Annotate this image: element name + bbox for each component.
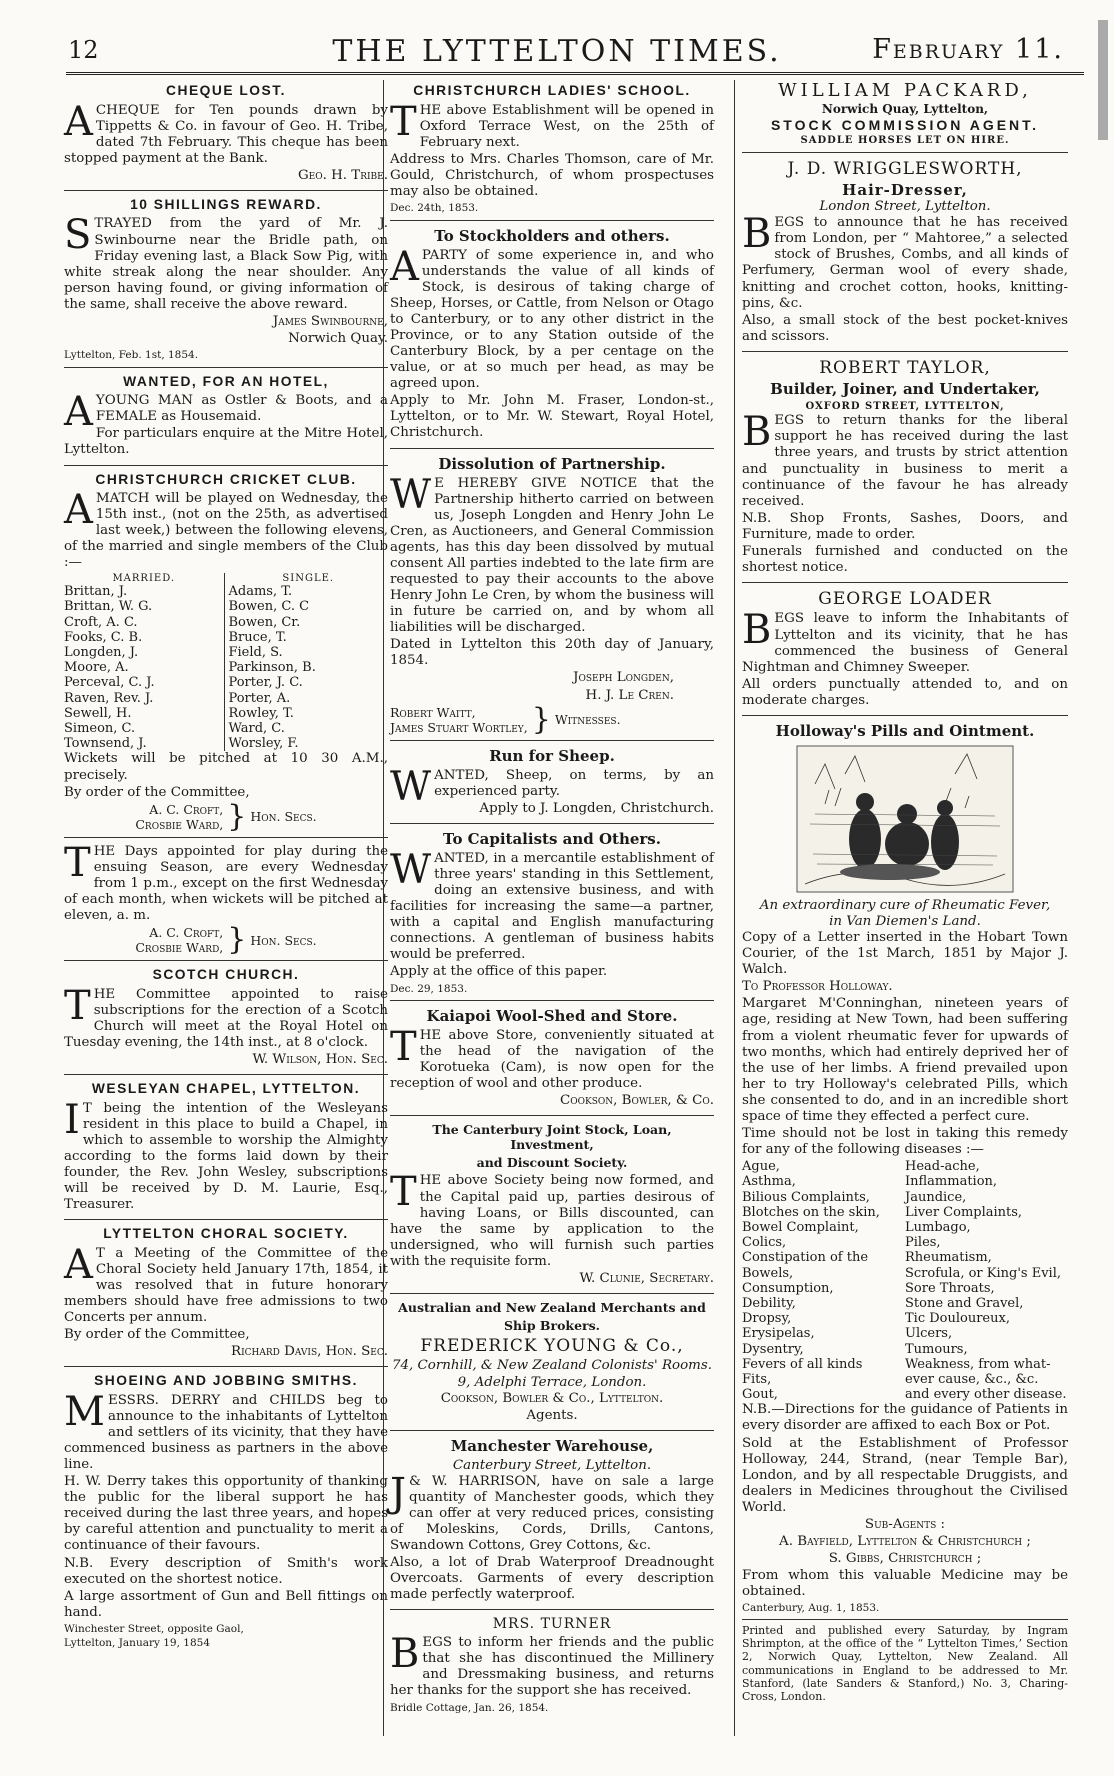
ad-body: Apply to Mr. John M. Fraser, London-st., Lyttelton, or to Mr. W. Stewart, Royal Hotel, Christchurch.: [390, 393, 714, 441]
ad-body: HE Committee appointed to raise subscriptions for the erection of a Scotch Church will meet at the Royal Hotel on Tuesday evening, the 14th inst., at 8 o'clock.: [64, 986, 388, 1050]
ad-run-for-sheep: [390, 747, 714, 824]
ad-body: A large assortment of Gun and Bell fittings on hand.: [64, 1588, 388, 1620]
firm-address: 74, Cornhill, & New Zealand Colonists' Rooms.: [392, 1358, 712, 1374]
witnesses: [390, 701, 714, 737]
ad-subheading: Builder, Joiner, and Undertaker,: [770, 380, 1040, 399]
ad-body: T being the intention of the Wesleyans resident in this place to build a Chapel, in which to assemble to worship the Almighty according to the forms laid down by their founder, the Rev. John Wesley, subscriptions will be received by D. M. Laurie, Esq., Treasurer.: [64, 1100, 388, 1212]
ad-heading: CHEQUE LOST.: [166, 83, 286, 98]
disease-item: Scrofula, or King's Evil,: [905, 1265, 1061, 1281]
drop-cap: J: [390, 1469, 407, 1516]
ad-body: Dated in Lyttelton this 20th day of January, 1854.: [390, 637, 714, 669]
disease-item: Rheumatism,: [905, 1250, 992, 1266]
ad-play-days: [64, 839, 388, 961]
ad-heading: SHOEING AND JOBBING SMITHS.: [94, 1373, 358, 1389]
disease-column: [742, 1159, 905, 1402]
ad-body: H. W. Derry takes this opportunity of thanking the public for the liberal support he has received during the last three years, and hopes by careful attention and punctuality to merit a continuance of their favours.: [64, 1474, 388, 1554]
drop-cap: T: [390, 98, 417, 145]
column-2: [390, 80, 714, 1725]
ad-cricket-club: [64, 472, 388, 838]
team-member: Fooks, C. B.: [64, 629, 143, 645]
married-list: [64, 584, 224, 751]
ad-body: Wickets will be pitched at 10 30 A.M., precisely.: [64, 751, 388, 783]
brace-glyph: }: [531, 701, 551, 737]
team-member: Porter, J. C.: [228, 675, 303, 691]
ad-body: Funerals furnished and conducted on the shortest notice.: [742, 543, 1068, 575]
ad-heading: GEORGE LOADER: [818, 589, 992, 610]
ad-note: SADDLE HORSES LET ON HIRE.: [800, 134, 1010, 146]
team-member: Moore, A.: [64, 660, 129, 676]
drop-cap: W: [390, 471, 432, 518]
ad-heading: Manchester Warehouse,: [450, 1436, 654, 1455]
disease-item: Asthma,: [742, 1174, 796, 1190]
agents: Cookson, Bowler & Co., Lyttelton.: [440, 1390, 664, 1406]
team-member: Worsley, F.: [228, 736, 299, 752]
ad-body: By order of the Committee,: [64, 784, 250, 800]
ad-role: STOCK COMMISSION AGENT.: [770, 116, 1040, 133]
ad-body: All orders punctually attended to, and on moderate charges.: [742, 676, 1068, 708]
ad-body: EGS leave to inform the Inhabitants of Lyttelton and its vicinity, that he has commenced the business of General Nightman and Chimney Sweeper.: [742, 611, 1068, 675]
ad-scotch-church: [64, 967, 388, 1075]
ad-body: HE above Store, conveniently situated at the head of the navigation of the Korotueka (Cam), is now open for the reception of wool and other produce.: [390, 1028, 714, 1092]
sub-agent: S. Gibbs, Christchurch ;: [828, 1551, 982, 1567]
firm-address: 9, Adelphi Terrace, London.: [457, 1374, 647, 1390]
ad-heading: Dissolution of Partnership.: [438, 454, 666, 473]
disease-item: Liver Complaints,: [905, 1204, 1023, 1220]
ad-heading: WILLIAM PACKARD,: [778, 80, 1032, 101]
column-rule: [734, 80, 735, 1736]
brace-glyph: }: [227, 922, 247, 958]
ad-body: & W. HARRISON, have on sale a large quantity of Manchester goods, which they can offer at very reduced prices, consisting of Moleskins, Cords, Drills, Cantons, Swandown Cottons, Grey Cottons, &c.: [390, 1473, 714, 1554]
ad-heading: WESLEYAN CHAPEL, LYTTELTON.: [91, 1080, 361, 1096]
ad-manchester-warehouse: [390, 1437, 714, 1611]
ad-smiths: [64, 1373, 388, 1655]
ad-kaiapoi-store: [390, 1007, 714, 1116]
ad-heading: Holloway's Pills and Ointment.: [775, 721, 1035, 740]
ad-body: From whom this valuable Medicine may be obtained.: [742, 1568, 1068, 1600]
drop-cap: B: [742, 211, 772, 258]
drop-cap: W: [390, 846, 432, 893]
team-member: Rowley, T.: [228, 705, 294, 721]
ad-mrs-turner: [390, 1616, 714, 1719]
column-3: [742, 80, 1068, 1714]
ad-body: To Professor Holloway.: [742, 979, 893, 995]
team-member: Longden, J.: [64, 645, 139, 660]
ad-body: E HEREBY GIVE NOTICE that the Partnership hitherto carried on between us, Joseph Longden and Henry John Le Cren, as Auctioneers, and General Commission agents, has this day been dissolved by mutual consent All parties indebted to the late firm are requested to pay their accounts to the above Henry John Le Cren, by whom the business will in future be carried on, and by whom all liabilities will be discharged.: [390, 475, 714, 636]
ad-heading: CHRISTCHURCH CRICKET CLUB.: [95, 471, 357, 487]
ad-date: Winchester Street, opposite Gaol,: [64, 1622, 244, 1635]
disease-item: Head-ache,: [905, 1159, 980, 1175]
ad-date: Lyttelton, January 19, 1854: [64, 1637, 211, 1650]
ad-body: Apply at the office of this paper.: [390, 964, 608, 980]
ad-choral-society: [64, 1226, 388, 1367]
ad-subheading: Norwich Quay, Lyttelton,: [821, 101, 989, 116]
ad-body: Also, a small stock of the best pocket-knives and scissors.: [742, 312, 1068, 344]
drop-cap: M: [64, 1388, 105, 1435]
ad-ladies-school: [390, 83, 714, 221]
team-member: Sewell, H.: [64, 705, 132, 721]
ad-heading: To Capitalists and Others.: [443, 829, 661, 848]
ad-capitalists: [390, 830, 714, 1001]
ad-canterbury-society: [390, 1122, 714, 1294]
ad-heading: SCOTCH CHURCH.: [152, 967, 300, 983]
ad-body: EGS to return thanks for the liberal support he has received during the last three years, and trusts by strict attention and punctuality in business to merit a continuance of the favour he has already received.: [742, 413, 1068, 509]
disease-item: Weakness, from what-: [905, 1356, 1051, 1372]
ad-george-loader: [742, 589, 1068, 716]
ad-holloway: [742, 722, 1068, 1708]
column-1: [64, 80, 388, 1661]
issue-date: February 11.: [872, 34, 1064, 65]
team-member: Ward, C.: [228, 721, 285, 737]
secretaries: [64, 798, 388, 834]
ad-signature-place: Norwich Quay.: [288, 331, 388, 347]
disease-item: Fits,: [742, 1372, 772, 1387]
secretary-title: Hon. Secs.: [250, 932, 317, 948]
disease-item: Gout,: [742, 1387, 778, 1403]
ad-body: Also, a lot of Drab Waterproof Dreadnought Overcoats. Garments of every description made perfectly waterproof.: [390, 1555, 714, 1603]
ad-packard: [742, 80, 1068, 153]
disease-item: Sore Throats,: [905, 1280, 995, 1296]
team-member: Townsend, J.: [64, 736, 147, 752]
illustration-caption: An extraordinary cure of Rheumatic Fever,: [759, 897, 1051, 913]
disease-item: Ulcers,: [905, 1326, 953, 1342]
ad-reward: [64, 197, 388, 368]
disease-item: Consumption,: [742, 1280, 834, 1296]
ad-hotel: [64, 374, 388, 466]
agents-label: Agents.: [526, 1407, 578, 1423]
team-member: Adams, T.: [228, 584, 293, 600]
ad-heading: MRS. TURNER: [492, 1616, 612, 1633]
brace-glyph: }: [227, 798, 247, 834]
ad-heading: J. D. WRIGGLESWORTH,: [787, 158, 1023, 179]
team-member: Parkinson, B.: [228, 660, 316, 676]
witness-name: Robert Waitt,: [390, 704, 476, 720]
ad-heading: WANTED, FOR AN HOTEL,: [123, 373, 329, 389]
ad-trade: Hair-Dresser,: [842, 181, 968, 200]
ad-body: EGS to inform her friends and the public that she has discontinued the Millinery and Dressmaking business, and returns her thanks for the support she has received.: [390, 1635, 714, 1699]
drop-cap: A: [390, 243, 419, 290]
ad-heading: LYTTELTON CHORAL SOCIETY.: [103, 1226, 349, 1242]
ad-heading: Australian and New Zealand Merchants and: [398, 1300, 706, 1316]
ad-date: Lyttelton, Feb. 1st, 1854.: [64, 349, 199, 362]
disease-item: Jaundice,: [905, 1189, 967, 1205]
witness-name: James Stuart Wortley,: [390, 719, 528, 735]
team-member: Field, S.: [228, 645, 283, 660]
ad-date: Dec. 29, 1853.: [390, 982, 468, 995]
team-table: [64, 573, 388, 752]
ad-stockholders: [390, 227, 714, 449]
ad-body: HE above Establishment will be opened in Oxford Terrace West, on the 25th of February next.: [419, 102, 714, 150]
disease-item: Tic Douloureux,: [905, 1311, 1010, 1327]
ad-cheque-lost: [64, 83, 388, 191]
ad-signature: James Swinbourne,: [272, 313, 388, 329]
ad-subheading: London Street, Lyttelton.: [819, 199, 991, 215]
ad-signature: Richard Davis, Hon. Sec.: [231, 1344, 388, 1360]
drop-cap: T: [64, 982, 91, 1029]
single-header: SINGLE.: [282, 572, 335, 584]
ad-body: YOUNG MAN as Ostler & Boots, and a FEMALE as Housemaid.: [95, 393, 388, 425]
ad-signature: W. Clunie, Secretary.: [579, 1270, 714, 1286]
engraving-illustration: [795, 744, 1015, 894]
ad-heading: The Canterbury Joint Stock, Loan, Investment,: [432, 1122, 672, 1153]
ad-body: Copy of a Letter inserted in the Hobart Town Courier, of the 1st March, 1851 by Major J. Walch.: [742, 930, 1068, 978]
disease-item: ever cause, &c., &c.: [905, 1372, 1039, 1387]
disease-item: and every other disease.: [905, 1387, 1067, 1403]
ad-body: By order of the Committee,: [64, 1327, 250, 1343]
drop-cap: B: [742, 409, 772, 456]
drop-cap: T: [64, 839, 91, 886]
drop-cap: B: [742, 607, 772, 654]
drop-cap: S: [64, 212, 92, 259]
team-member: Bruce, T.: [228, 629, 287, 645]
drop-cap: B: [390, 1631, 420, 1678]
disease-item: Debility,: [742, 1295, 796, 1311]
disease-list: [742, 1159, 1068, 1402]
ad-robert-taylor: [742, 358, 1068, 583]
drop-cap: W: [390, 763, 432, 810]
ad-date: Bridle Cottage, Jan. 26, 1854.: [390, 1701, 549, 1714]
team-member: Croft, A. C.: [64, 614, 138, 630]
ad-body: Sold at the Establishment of Professor Holloway, 244, Strand, (near Temple Bar), London, and by all respectable Druggists, and dealers in Medicines throughout the Civilised World.: [742, 1435, 1068, 1515]
team-member: Porter, A.: [228, 690, 291, 706]
ad-body: EGS to announce that he has received from London, per “ Mahtoree,” a selected stock of Brushes, Combs, and all kinds of Perfumery, German wool of every shade, knitting and crochet cotton, hooks, knitting-pins, &c.: [742, 215, 1068, 311]
secretary-name: A. C. Croft,: [149, 925, 224, 941]
disease-item: Stone and Gravel,: [905, 1295, 1024, 1311]
ad-signature: W. Wilson, Hon. Sec.: [252, 1051, 388, 1067]
ad-heading: 10 SHILLINGS REWARD.: [130, 196, 322, 212]
ad-heading: Run for Sheep.: [489, 746, 615, 765]
witnesses-label: Witnesses.: [554, 712, 621, 728]
ad-body: Margaret M'Conninghan, nineteen years of age, residing at New Town, had been suffering from a violent rheumatic fever for upwards of two months, which had entirely deprived her of the use of her limbs. A friend prevailed upon her to try Holloway's celebrated Pills, which she consented to do, and in an incredible short space of time they effected a perfect cure.: [742, 996, 1068, 1124]
married-header: MARRIED.: [112, 572, 176, 584]
ad-heading: CHRISTCHURCH LADIES' SCHOOL.: [413, 83, 691, 98]
drop-cap: I: [64, 1096, 80, 1143]
ad-signature: Geo. H. Tribe.: [297, 167, 388, 183]
ad-signature: Cookson, Bowler, & Co.: [559, 1093, 714, 1109]
ad-subheading: Canterbury Street, Lyttelton.: [452, 1457, 652, 1473]
secretaries: [64, 922, 388, 958]
ad-body: CHEQUE for Ten pounds drawn by Tippetts & Co. in favour of Geo. H. Tribe, dated 7th February. This cheque has been stopped payment at the Bank.: [64, 102, 388, 166]
team-member: Bowen, Cr.: [228, 614, 301, 630]
masthead: [40, 22, 1074, 69]
ad-heading: and Discount Society.: [476, 1155, 628, 1171]
single-list: [229, 584, 389, 751]
ad-body: Apply to J. Longden, Christchurch.: [479, 800, 714, 816]
disease-item: Dysentry,: [742, 1341, 804, 1357]
disease-item: Bowel Complaint,: [742, 1219, 859, 1235]
team-member: Simeon, C.: [64, 721, 136, 737]
disease-item: Tumours,: [905, 1341, 968, 1357]
drop-cap: A: [64, 98, 93, 145]
disease-item: Colics,: [742, 1235, 787, 1251]
ad-merchants: [390, 1300, 714, 1431]
ad-body: For particulars enquire at the Mitre Hotel, Lyttelton.: [64, 426, 388, 458]
ad-body: Time should not be lost in taking this remedy for any of the following diseases :—: [742, 1126, 1068, 1158]
ad-body: ANTED, in a mercantile establishment of three years' standing in this Settlement, doing an extensive business, and with facilities for increasing the same—a partner, with a capital and English manufacturing connections. A gentleman of business habits would be preferred.: [390, 850, 714, 963]
disease-item: Blotches on the skin,: [742, 1204, 880, 1220]
ad-body: Address to Mrs. Charles Thomson, care of Mr. Gould, Christchurch, of whom prospectuses may also be obtained.: [390, 151, 714, 199]
ad-signature: Joseph Longden,: [573, 670, 674, 686]
ad-wrigglesworth: [742, 159, 1068, 352]
secretary-name: Crosbie Ward,: [135, 940, 224, 956]
ad-body: N.B. Shop Fronts, Sashes, Doors, and Furniture, made to order.: [742, 510, 1068, 542]
secretary-name: A. C. Croft,: [149, 801, 224, 817]
disease-item: Constipation of the: [742, 1250, 869, 1266]
newspaper-title: THE LYTTELTON TIMES.: [332, 34, 782, 69]
printer-imprint: Printed and published every Saturday, by Ingram Shrimpton, at the office of the “ Lyttelton Times,’ Section 2, Norwich Quay, Lyttelton, New Zealand. All communications in England to be addressed to Mr. Stanford, (late Sanders & Stanford,) No. 3, Charing-Cross, London.: [742, 1619, 1068, 1703]
ad-heading: To Stockholders and others.: [434, 226, 670, 245]
ad-body: ESSRS. DERRY and CHILDS beg to announce to the inhabitants of Lyttelton and settlers of its vicinity, that they have commenced business as partners in the above line.: [64, 1392, 388, 1473]
disease-item: Bowels,: [742, 1265, 794, 1281]
illustration-caption: in Van Diemen's Land.: [829, 913, 981, 929]
sub-agents-label: Sub-Agents :: [864, 1516, 946, 1532]
ad-body: TRAYED from the yard of Mr. J. Swinbourne near the Bridle path, on Friday evening last, a Black Sow Pig, with white streak along the near shoulder. Any person having found, or giving information of the same, shall receive the above reward.: [64, 216, 388, 312]
sub-agent: A. Bayfield, Lyttelton & Christchurch ;: [779, 1534, 1031, 1550]
ad-body: T a Meeting of the Committee of the Choral Society held January 17th, 1854, it was resolved that in future honorary members should have free admissions to two Concerts per annum.: [64, 1245, 388, 1325]
disease-item: Piles,: [905, 1235, 941, 1251]
ad-body: PARTY of some experience in, and who understands the value of all kinds of Stock, is desirous of taking charge of Sheep, Horses, or Cattle, from Nelson or Otago to Canterbury, or to any other district in the Province, or to any Station outside of the Canterbury Block, by a per centage on the value, or at so much per head, as may be agreed upon.: [390, 247, 714, 392]
disease-item: Inflammation,: [905, 1174, 998, 1190]
ad-heading: ROBERT TAYLOR,: [819, 357, 991, 378]
disease-item: Ague,: [742, 1159, 780, 1175]
ad-address: OXFORD STREET, LYTTELTON,: [805, 401, 1005, 413]
secretary-name: Crosbie Ward,: [135, 816, 224, 832]
ad-heading: Kaiapoi Wool-Shed and Store.: [426, 1007, 678, 1026]
team-member: Perceval, C. J.: [64, 675, 155, 691]
drop-cap: A: [64, 389, 93, 436]
team-member: Brittan, J.: [64, 584, 128, 600]
ad-signature: H. J. Le Cren.: [585, 687, 674, 703]
ad-body: ANTED, Sheep, on terms, by an experienced party.: [434, 767, 714, 799]
header-rule: [66, 72, 1084, 75]
ad-wesleyan-chapel: [64, 1081, 388, 1220]
disease-item: Fevers of all kinds: [742, 1356, 863, 1372]
firm-name: FREDERICK YOUNG & Co.,: [420, 1336, 684, 1357]
drop-cap: T: [390, 1169, 417, 1216]
ad-body: MATCH will be played on Wednesday, the 15th inst., (not on the 25th, as advertised last week,) between the following elevens, of the married and single members of the Club :—: [64, 491, 388, 571]
ad-body: N.B.—Directions for the guidance of Patients in every disorder are affixed to each Box or Pot.: [742, 1402, 1068, 1434]
ad-body: HE Days appointed for play during the ensuing Season, are every Wednesday from 1 p.m., except on the first Wednesday of each month, when wickets will be pitched at eleven, a. m.: [64, 843, 388, 923]
secretary-title: Hon. Secs.: [250, 809, 317, 825]
ad-body: N.B. Every description of Smith's work executed on the shortest notice.: [64, 1555, 388, 1587]
disease-item: Bilious Complaints,: [742, 1189, 870, 1205]
drop-cap: A: [64, 1241, 93, 1288]
ad-heading: Ship Brokers.: [503, 1318, 601, 1334]
disease-item: Dropsy,: [742, 1311, 792, 1327]
scan-edge: [1098, 20, 1108, 140]
ad-body: HE above Society being now formed, and the Capital paid up, parties desirous of having Loans, or Bills discounted, can have the same by application to the undersigned, who will furnish such parties with the requisite form.: [390, 1173, 714, 1269]
ad-date: Dec. 24th, 1853.: [390, 202, 479, 215]
team-member: Bowen, C. C: [228, 599, 310, 615]
page-number: 12: [68, 36, 99, 64]
drop-cap: A: [64, 487, 93, 534]
ad-dissolution: [390, 455, 714, 741]
drop-cap: T: [390, 1024, 417, 1071]
disease-column: [905, 1159, 1068, 1402]
disease-item: Erysipelas,: [742, 1326, 815, 1342]
team-member: Brittan, W. G.: [64, 599, 153, 615]
ad-date: Canterbury, Aug. 1, 1853.: [742, 1602, 880, 1615]
team-member: Raven, Rev. J.: [64, 690, 154, 706]
disease-item: Lumbago,: [905, 1219, 971, 1235]
